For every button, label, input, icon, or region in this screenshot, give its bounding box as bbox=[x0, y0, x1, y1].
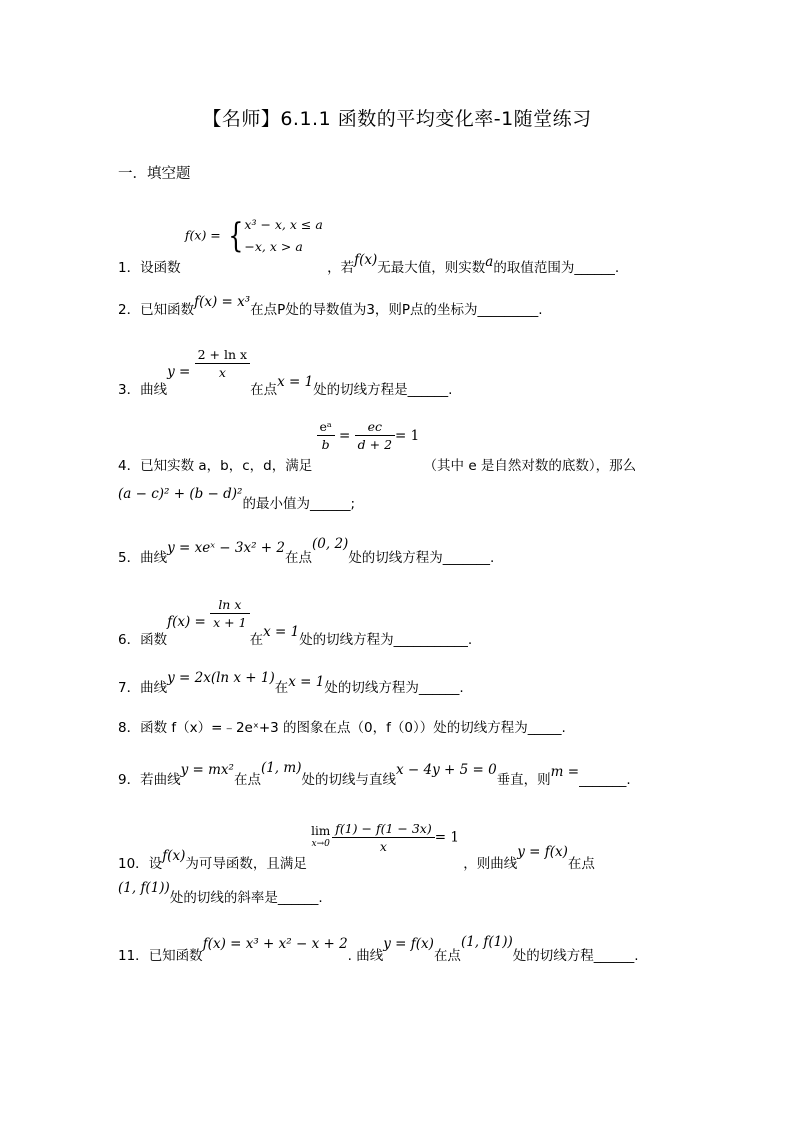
question-5: 5．曲线y = xeˣ − 3x² + 2在点(0, 2)处的切线方程为_______. bbox=[118, 536, 495, 566]
question-1: 1．设函数 f(x) = { x³ − x, x ≤ a −x, x > a ，若f(x)无最大值，则实数a的取值范围为______. bbox=[118, 216, 620, 276]
question-4-line-2: (a − c)² + (b − d)²的最小值为______; bbox=[118, 486, 356, 512]
fraction: $\frac{\text{2 + ln x}}{x}$ bbox=[195, 346, 250, 381]
question-9: 9．若曲线y = mx²在点(1, m)处的切线与直线x − 4y + 5 = 0垂直，则m =_______. bbox=[118, 760, 631, 788]
question-6: 6．函数f(x) = $\frac{\text{ln x}}{x + 1}$ 在x = 1处的切线方程为___________. bbox=[118, 597, 473, 648]
question-2: 2．已知函数f(x) = x³在点P处的导数值为3，则P点的坐标为_________. bbox=[118, 294, 543, 318]
piecewise-function: f(x) = { x³ − x, x ≤ a −x, x > a bbox=[184, 216, 323, 256]
question-10-line-2: (1, f(1))处的切线的斜率是______. bbox=[118, 880, 323, 906]
question-7: 7．曲线y = 2x(ln x + 1)在x = 1处的切线方程为______. bbox=[118, 670, 464, 696]
fraction: $\frac{\text{ln x}}{x + 1}$ bbox=[210, 596, 249, 631]
fraction: $\frac{f(1) - f(1 - 3x)}{x}$ bbox=[332, 820, 435, 855]
fraction-right: $\frac{ec}{d + 2}$ bbox=[355, 418, 395, 453]
question-3: 3．曲线y = $\frac{\text{2 + ln x}}{x}$ 在点x = 1处的切线方程是______. bbox=[118, 347, 453, 398]
section-heading: 一．填空题 bbox=[118, 166, 191, 182]
limit-operator: lim x→0 bbox=[311, 823, 331, 849]
question-4: 4．已知实数 a，b，c，d，满足 $\frac{\text{eᵃ}}{b}$ = $\frac{ec}{d + 2}$ = 1 （其中 e 是自然对数的底数），那么 bbox=[118, 419, 637, 474]
fraction-left: $\frac{\text{eᵃ}}{b}$ bbox=[317, 418, 335, 453]
question-8: 8．函数 f（x）=﹣2eˣ+3 的图象在点（0，f（0））处的切线方程为_____. bbox=[118, 720, 566, 736]
page-title: 【名师】6.1.1 函数的平均变化率-1随堂练习 bbox=[202, 108, 592, 130]
question-11: 11．已知函数f(x) = x³ + x² − x + 2. 曲线y = f(x)在点(1, f(1))处的切线方程______. bbox=[118, 934, 639, 964]
question-10: 10．设f(x)为可导函数，且满足 lim x→0 $\frac{f(1) - f(1 - 3x)}{x}$ = 1 ，则曲线y = f(x)在点 bbox=[118, 821, 595, 872]
